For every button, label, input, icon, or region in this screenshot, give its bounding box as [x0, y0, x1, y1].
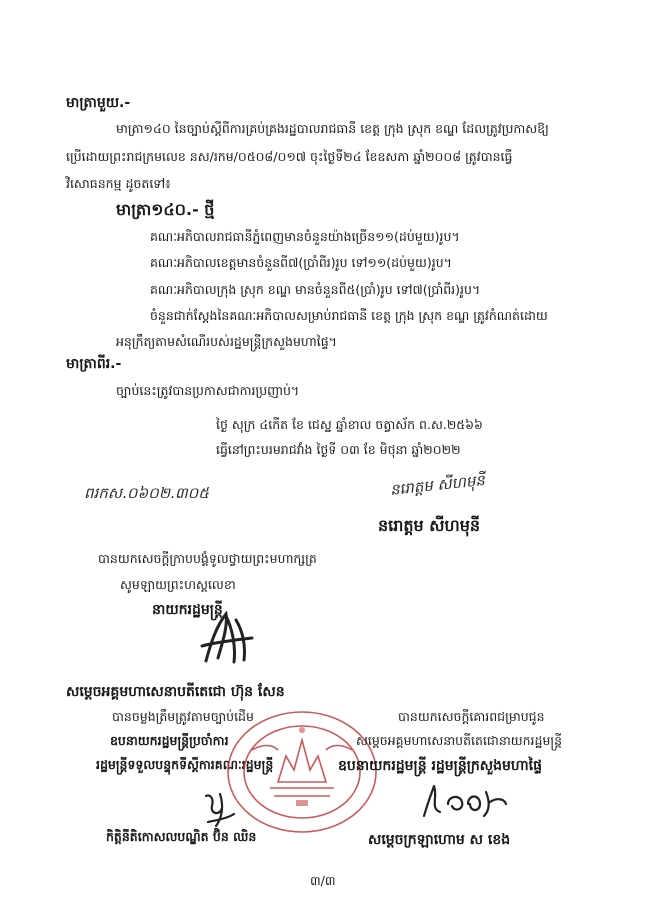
dpm-line1: បានយកសេចក្តីគោរពជម្រាបជូន [398, 709, 545, 724]
article-item-3: គណៈអភិបាលក្រុង ស្រុក ខណ្ឌ មានចំនួនពី៥(ប្រាំ)រូប ទៅ៧(ប្រាំពីរ)រូប។ [150, 282, 481, 297]
article-one-body-line2: ប្រើដោយព្រះរាជក្រមលេខ នស/រកម/០៥០៨/០១៧ ចុះថ្ងៃទី២៤ ខែឧសភា ឆ្នាំ២០០៨ ត្រូវបានធ្វើ [66, 149, 513, 164]
date-line-lunar: ថ្ងៃ សុក្រ ៤កើត ខែ ជេស្ឋ ឆ្នាំខាល ចត្វាស័ក ព.ស.២៥៦៦ [216, 417, 483, 432]
article-item-2: គណៈអភិបាលខេត្តមានចំនួនពី៧(ប្រាំពីរ)រូប ទៅ១១(ដប់មួយ)រូប។ [150, 255, 452, 270]
new-article-heading: មាត្រា១៤០.- ថ្មី [116, 200, 215, 219]
date-line-solar: ធ្វើនៅព្រះបរមរាជវាំង ថ្ងៃទី ០៣ ខែ មិថុនា ឆ្នាំ២០២២ [216, 442, 461, 457]
article-item-1: គណៈអភិបាលរាជធានីភ្នំពេញមានចំនួនយ៉ាងច្រើន១១(ដប់មួយ)រូប។ [150, 229, 460, 244]
copy-name: កិត្តិនីតិកោសលបណ្ឌិត ប៊ិន ឈិន [106, 829, 257, 844]
pm-signature-mark [196, 606, 258, 666]
article-one-body-line1: មាត្រា១៤០ នៃច្បាប់ស្តីពីការគ្រប់គ្រងរដ្ឋបាលរាជធានី ខេត្ត ក្រុង ស្រុក ខណ្ឌ ដែលត្រូវប្រកាសឱ្យ [116, 121, 549, 136]
pm-submission-line2: សូមឡាយព្រះហស្តលេខា [120, 577, 236, 592]
pm-submission-line1: បានយកសេចក្តីក្រាបបង្គំទូលថ្វាយព្រះមហាក្សត្រ [98, 551, 317, 566]
article-item-4-line2: អនុក្រឹត្យតាមសំណើរបស់រដ្ឋមន្ត្រីក្រសួងមហាផ្ទៃ។ [116, 334, 337, 349]
copy-signature-mark [200, 788, 240, 830]
king-name: នរោត្តម សីហមុនី [378, 516, 481, 535]
dpm-title: ឧបនាយករដ្ឋមន្ត្រី រដ្ឋមន្ត្រីក្រសួងមហាផ្ទៃ [338, 758, 543, 774]
pm-name: សម្តេចអគ្គមហាសេនាបតីតេជោ ហ៊ុន សែន [66, 684, 285, 700]
dpm-line2: សម្តេចអគ្គមហាសេនាបតីតេជោនាយករដ្ឋមន្ត្រី [356, 733, 563, 748]
dpm-signature-mark [420, 782, 510, 822]
article-two-body: ច្បាប់នេះត្រូវបានប្រកាសជាការប្រញាប់។ [116, 383, 300, 398]
article-two-heading: មាត្រាពីរ.- [66, 356, 122, 372]
copy-line1: បានចម្លងត្រឹមត្រូវតាមច្បាប់ដើម [112, 709, 254, 724]
page-number: ៣/៣ [310, 873, 336, 888]
pm-title: នាយករដ្ឋមន្ត្រី [152, 602, 223, 618]
reference-number: ពរកស.០៦០២.៣០៥ [84, 484, 209, 502]
article-one-body-line3: វិសោធនកម្ម ដូចតទៅ៖ [66, 176, 171, 191]
dpm-name: សម្តេចក្រឡាហោម ស ខេង [368, 832, 511, 848]
king-signature: នរោត្តម សីហមុនី [389, 471, 486, 499]
article-item-4-line1: ចំនួនជាក់ស្តែងនៃគណៈអភិបាលសម្រាប់រាជធានី ខេត្ត ក្រុង ស្រុក ខណ្ឌ ត្រូវកំណត់ដោយ [150, 308, 548, 323]
article-one-heading: មាត្រាមួយ.- [66, 95, 131, 111]
copy-line2: ឧបនាយករដ្ឋមន្ត្រីប្រចាំការ [110, 733, 229, 748]
copy-line3: រដ្ឋមន្ត្រីទទួលបន្ទុកទីស្តីការគណៈរដ្ឋមន្ត្រី [96, 757, 274, 772]
